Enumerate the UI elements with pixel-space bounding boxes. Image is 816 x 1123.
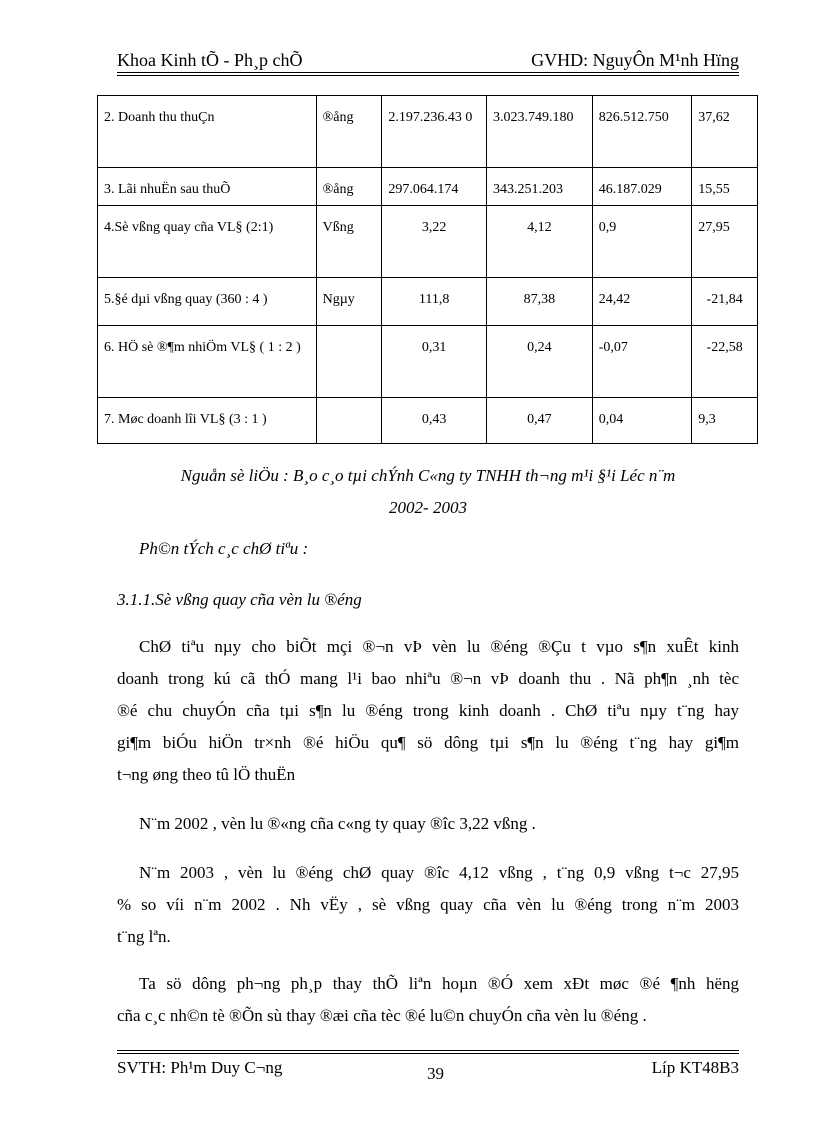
table-cell: 4.Sè vßng quay cña VL§ (2:1) <box>98 206 317 278</box>
footer-rule-double <box>117 1053 739 1054</box>
table-cell: 0,31 <box>382 326 487 398</box>
table-row <box>98 206 758 278</box>
table-cell <box>316 398 382 444</box>
paragraph-line: ChØ tiªu nµy cho biÕt mçi ®¬n vÞ vèn lu ®éng ®Çu t vµo s¶n xuÊt kinh <box>139 637 739 656</box>
table-source-note <box>117 460 739 524</box>
table-cell: 0,43 <box>382 398 487 444</box>
table-row <box>98 398 758 444</box>
paragraph-line: % so víi n¨m 2002 . Nh vËy , sè vßng quay cña vèn lu ®éng trong n¨m 2003 <box>117 895 739 914</box>
table-row <box>98 168 758 206</box>
table-cell <box>316 326 382 398</box>
table-cell: 3. Lãi nhuËn sau thuÕ <box>98 168 317 206</box>
table-cell: 0,9 <box>592 206 692 278</box>
table-cell: 6. HÖ sè ®¶m nhiÖm VL§ ( 1 : 2 ) <box>98 326 317 398</box>
paragraph-line: N¨m 2003 , vèn lu ®éng chØ quay ®îc 4,12 vßng , t¨ng 0,9 vßng t¬c 27,95 <box>139 863 739 882</box>
table-cell: ®ång <box>316 168 382 206</box>
table-cell: 3.023.749.180 <box>487 96 593 168</box>
paragraph-line: N¨m 2002 , vèn lu ®«ng cña c«ng ty quay ®îc 3,22 vßng . <box>139 814 536 833</box>
paragraph-line: cña c¸c nh©n tè ®Õn sù thay ®æi cña tèc ®é lu©n chuyÓn cña vèn lu ®éng . <box>117 1006 647 1025</box>
paragraph <box>117 808 739 840</box>
table-cell: -0,07 <box>592 326 692 398</box>
paragraph-line: gi¶m biÓu hiÖn tr×nh ®é hiÖu qu¶ sö dông tµi s¶n lu ®éng t¨ng hay gi¶m <box>117 733 739 752</box>
page-header <box>117 50 739 72</box>
table-cell: 7. Møc doanh lîi VL§ (3 : 1 ) <box>98 398 317 444</box>
section-heading: 3.1.1.Sè vßng quay cña vèn lu ®éng <box>117 590 362 609</box>
page-number: 39 <box>427 1064 444 1083</box>
paragraph-line: t¨ng lªn. <box>117 927 171 946</box>
paragraph <box>117 968 739 1032</box>
analysis-heading: Ph©n tÝch c¸c chØ tiªu : <box>139 539 309 558</box>
table-row <box>98 278 758 326</box>
table-cell: 9,3 <box>692 398 758 444</box>
table-cell: -21,84 <box>692 278 758 326</box>
source-line: 2002- 2003 <box>389 498 467 517</box>
table-cell: 2.197.236.43 0 <box>382 96 487 168</box>
table-cell: 5.§é dµi vßng quay (360 : 4 ) <box>98 278 317 326</box>
table-cell: -22,58 <box>692 326 758 398</box>
footer-class: Líp KT48B3 <box>651 1058 739 1077</box>
paragraph <box>117 631 739 791</box>
table-cell: 826.512.750 <box>592 96 692 168</box>
paragraph-line: t¬ng øng theo tû lÖ thuËn <box>117 765 296 784</box>
paragraph-line: ®é chu chuyÓn cña tµi s¶n lu ®éng trong kinh doanh . ChØ tiªu nµy t¨ng hay <box>117 701 739 720</box>
table-cell: 0,24 <box>487 326 593 398</box>
source-line: Nguån sè liÖu : B¸o c¸o tµi chÝnh C«ng ty TNHH th¬ng m¹i §¹i Léc n¨m <box>180 466 676 485</box>
table-cell: 0,04 <box>592 398 692 444</box>
table-cell: 15,55 <box>692 168 758 206</box>
table-cell: 297.064.174 <box>382 168 487 206</box>
table-cell: 46.187.029 <box>592 168 692 206</box>
table-cell: Vßng <box>316 206 382 278</box>
header-faculty: Khoa Kinh tÕ - Ph¸p chÕ <box>117 50 303 70</box>
table-cell: 0,47 <box>487 398 593 444</box>
paragraph-line: doanh trong kú cã thÓ mang l¹i bao nhiªu ®¬n vÞ doanh thu . Nã ph¶n ¸nh tèc <box>117 669 739 688</box>
table-cell: 27,95 <box>692 206 758 278</box>
table-cell: 4,12 <box>487 206 593 278</box>
table-cell: 37,62 <box>692 96 758 168</box>
table-row <box>98 96 758 168</box>
paragraph <box>117 857 739 953</box>
table-cell: 2. Doanh thu thuÇn <box>98 96 317 168</box>
footer-student: SVTH: Ph¹m Duy C¬ng <box>117 1058 283 1077</box>
header-rule-double <box>117 75 739 76</box>
table-cell: ®ång <box>316 96 382 168</box>
table-cell: 24,42 <box>592 278 692 326</box>
paragraph-line: Ta sö dông ph¬ng ph¸p thay thÕ liªn hoµn ®Ó xem xÐt møc ®é ¶nh hëng <box>139 974 739 993</box>
financial-table <box>97 95 758 444</box>
table-cell: 3,22 <box>382 206 487 278</box>
table-cell: 111,8 <box>382 278 487 326</box>
table-row <box>98 326 758 398</box>
page-footer <box>117 1058 739 1088</box>
table-cell: 343.251.203 <box>487 168 593 206</box>
table-cell: Ngµy <box>316 278 382 326</box>
header-advisor: GVHD: NguyÔn M¹nh Hïng <box>531 50 739 70</box>
header-rule <box>117 72 739 73</box>
footer-rule <box>117 1050 739 1051</box>
table-cell: 87,38 <box>487 278 593 326</box>
